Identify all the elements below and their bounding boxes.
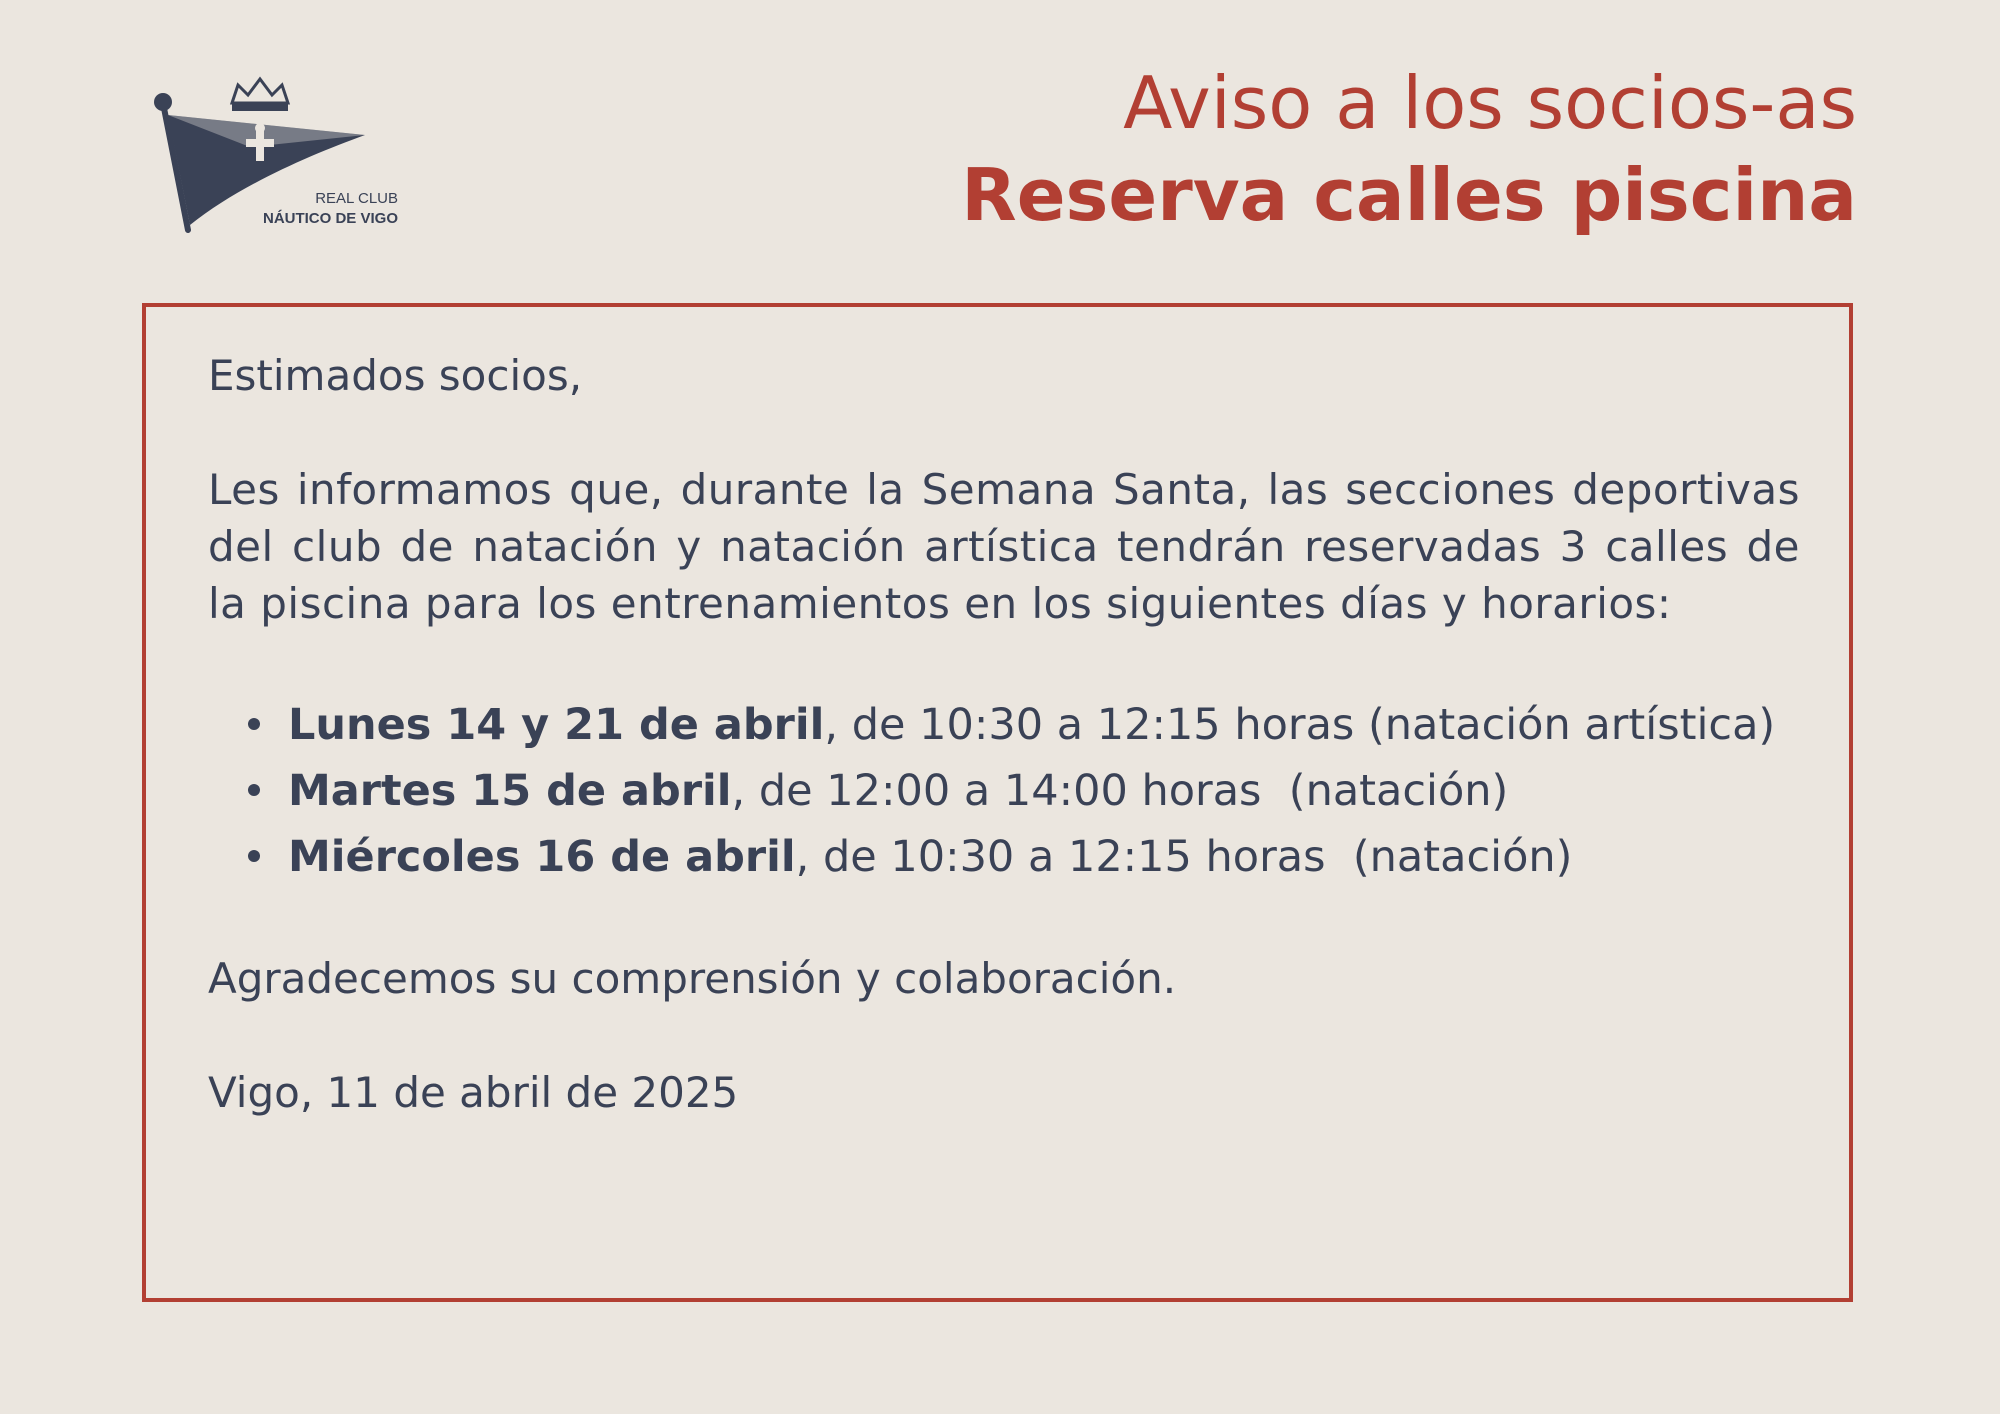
body-paragraph: Les informamos que, durante la Semana Santa, las secciones deportivas del club de natación y natación artística tendrán reservadas 3 calles de la piscina para los entrenamientos en los siguientes días y horarios: xyxy=(208,465,1800,628)
schedule-day: Miércoles 16 de abril xyxy=(288,832,796,882)
logo-line1: REAL CLUB xyxy=(315,190,398,207)
bullet-icon xyxy=(248,718,260,730)
schedule-detail: , de 10:30 a 12:15 horas (natación artística) xyxy=(824,700,1776,750)
date-line: Vigo, 11 de abril de 2025 xyxy=(208,1068,739,1117)
club-logo xyxy=(150,75,410,245)
schedule-list xyxy=(208,692,1800,890)
bullet-icon xyxy=(248,850,260,862)
schedule-item xyxy=(248,824,1800,890)
schedule-item xyxy=(248,692,1800,758)
pennant-logo-icon xyxy=(150,75,410,245)
schedule-detail: , de 12:00 a 14:00 horas (natación) xyxy=(731,766,1509,816)
page-title: Reserva calles piscina xyxy=(961,153,1857,238)
schedule-item xyxy=(248,758,1800,824)
bullet-icon xyxy=(248,784,260,796)
schedule-day: Martes 15 de abril xyxy=(288,766,732,816)
logo-line2: NÁUTICO DE VIGO xyxy=(262,210,398,227)
schedule-detail: , de 10:30 a 12:15 horas (natación) xyxy=(795,832,1573,882)
page-subtitle: Aviso a los socios-as xyxy=(1123,61,1857,145)
header xyxy=(961,60,1857,239)
notice-content xyxy=(208,347,1800,1121)
greeting: Estimados socios, xyxy=(208,351,583,400)
notice-panel xyxy=(142,303,1853,1302)
thanks-text: Agradecemos su comprensión y colaboración. xyxy=(208,954,1177,1003)
schedule-day: Lunes 14 y 21 de abril xyxy=(288,700,825,750)
